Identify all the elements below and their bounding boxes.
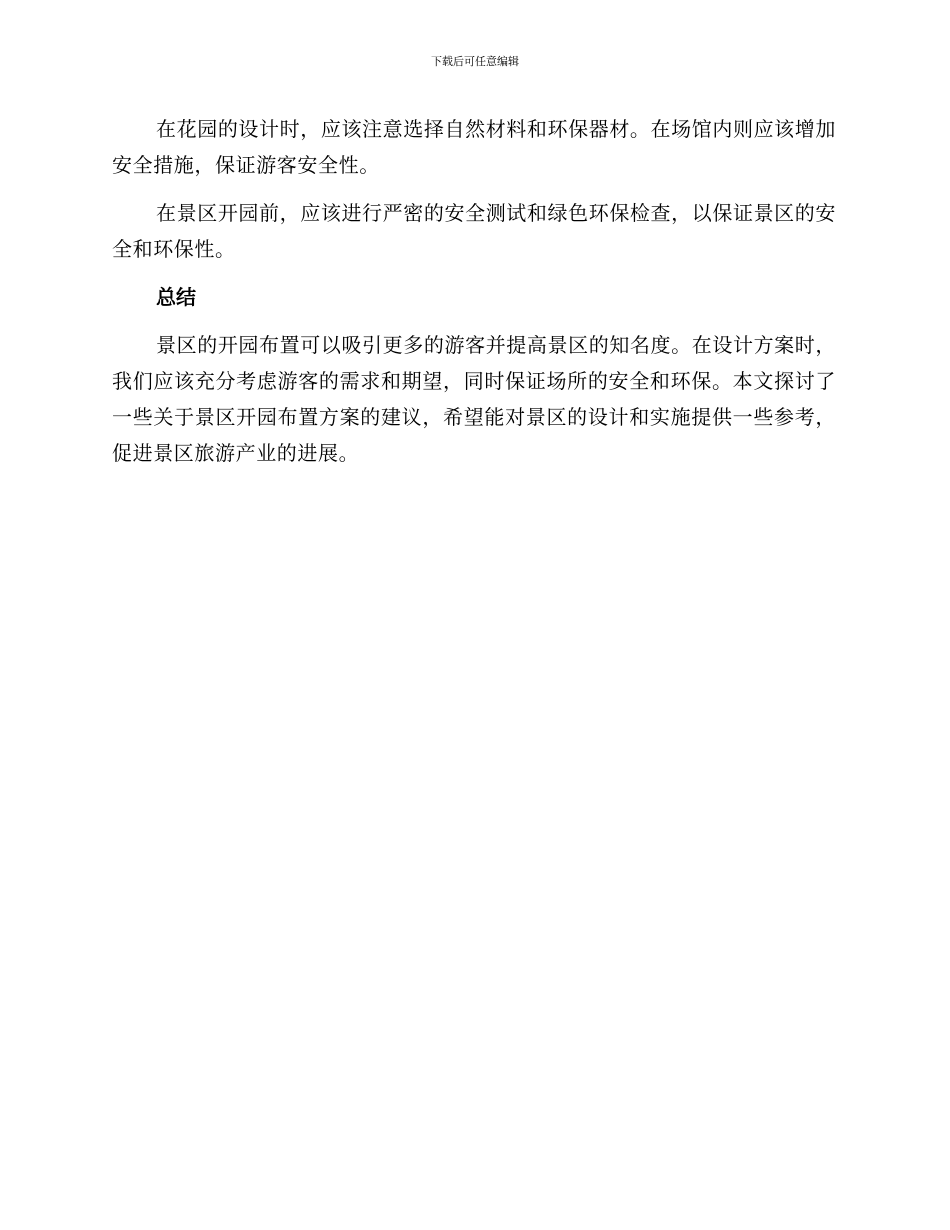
document-body (112, 111, 836, 483)
body-paragraph-garden: 在花园的设计时，应该注意选择自然材料和环保器材。在场馆内则应该增加安全措施，保证游客安全性。 (112, 117, 836, 177)
body-paragraph-safety-test: 在景区开园前，应该进行严密的安全测试和绿色环保检查，以保证景区的安全和环保性。 (112, 201, 836, 261)
summary-paragraph: 景区的开园布置可以吸引更多的游客并提高景区的知名度。在设计方案时，我们应该充分考虑游客的需求和期望，同时保证场所的安全和环保。本文探讨了一些关于景区开园布置方案的建议，希望能对景区的设计和实施提供一些参考，促进景区旅游产业的进展。 (112, 333, 836, 465)
page-header-note: 下载后可任意编辑 (431, 55, 519, 68)
section-heading-summary: 总结 (156, 285, 196, 309)
